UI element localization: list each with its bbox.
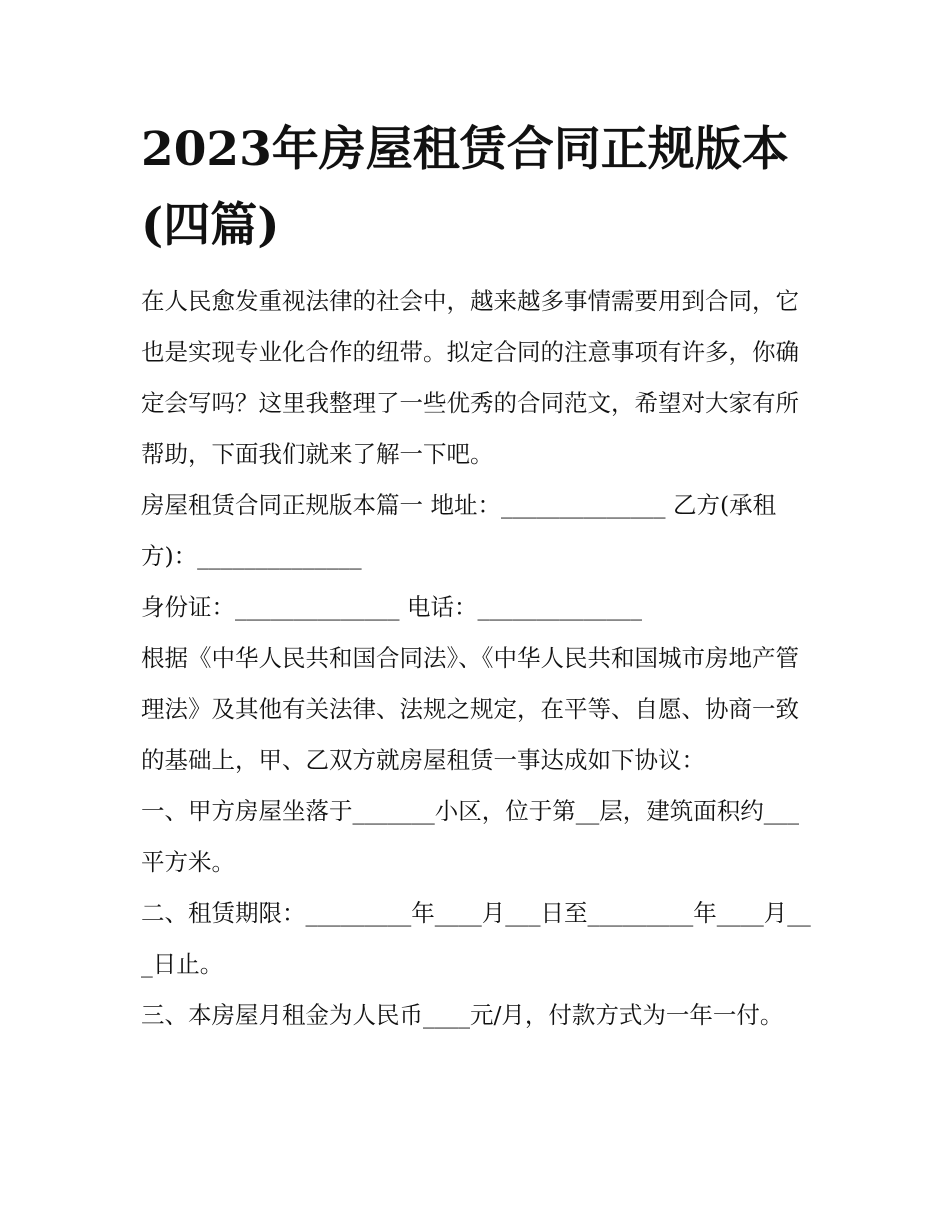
id-phone-line: 身份证：______________ 电话：______________ [141, 593, 642, 621]
intro-paragraph: 在人民愈发重视法律的社会中，越来越多事情需要用到合同，它也是实现专业化合作的纽带。拟定合同的注意事项有许多，你确定会写吗？这里我整理了一些优秀的合同范文，希望对大家有所帮助，下面我们就来了解一下吧。 [141, 287, 799, 468]
clause-3-rent: 三、本房屋月租金为人民币____元/月，付款方式为一年一付。 [141, 1001, 784, 1029]
clause-1-location: 一、甲方房屋坐落于_______小区，位于第__层，建筑面积约___平方米。 [141, 797, 799, 876]
document-title: 2023年房屋租赁合同正规版本(四篇) [141, 122, 789, 253]
document-page [141, 112, 813, 1041]
legal-basis-paragraph: 根据《中华人民共和国合同法》、《中华人民共和国城市房地产管理法》及其他有关法律、法规之规定，在平等、自愿、协商一致的基础上，甲、乙双方就房屋租赁一事达成如下协议： [141, 644, 799, 774]
address-tenant-line: 房屋租赁合同正规版本篇一 地址：______________ 乙方(承租方)：______________ [141, 491, 777, 570]
document-body [141, 276, 813, 1041]
clause-2-term: 二、租赁期限：_________年____月___日至_________年____月___日止。 [141, 899, 811, 978]
